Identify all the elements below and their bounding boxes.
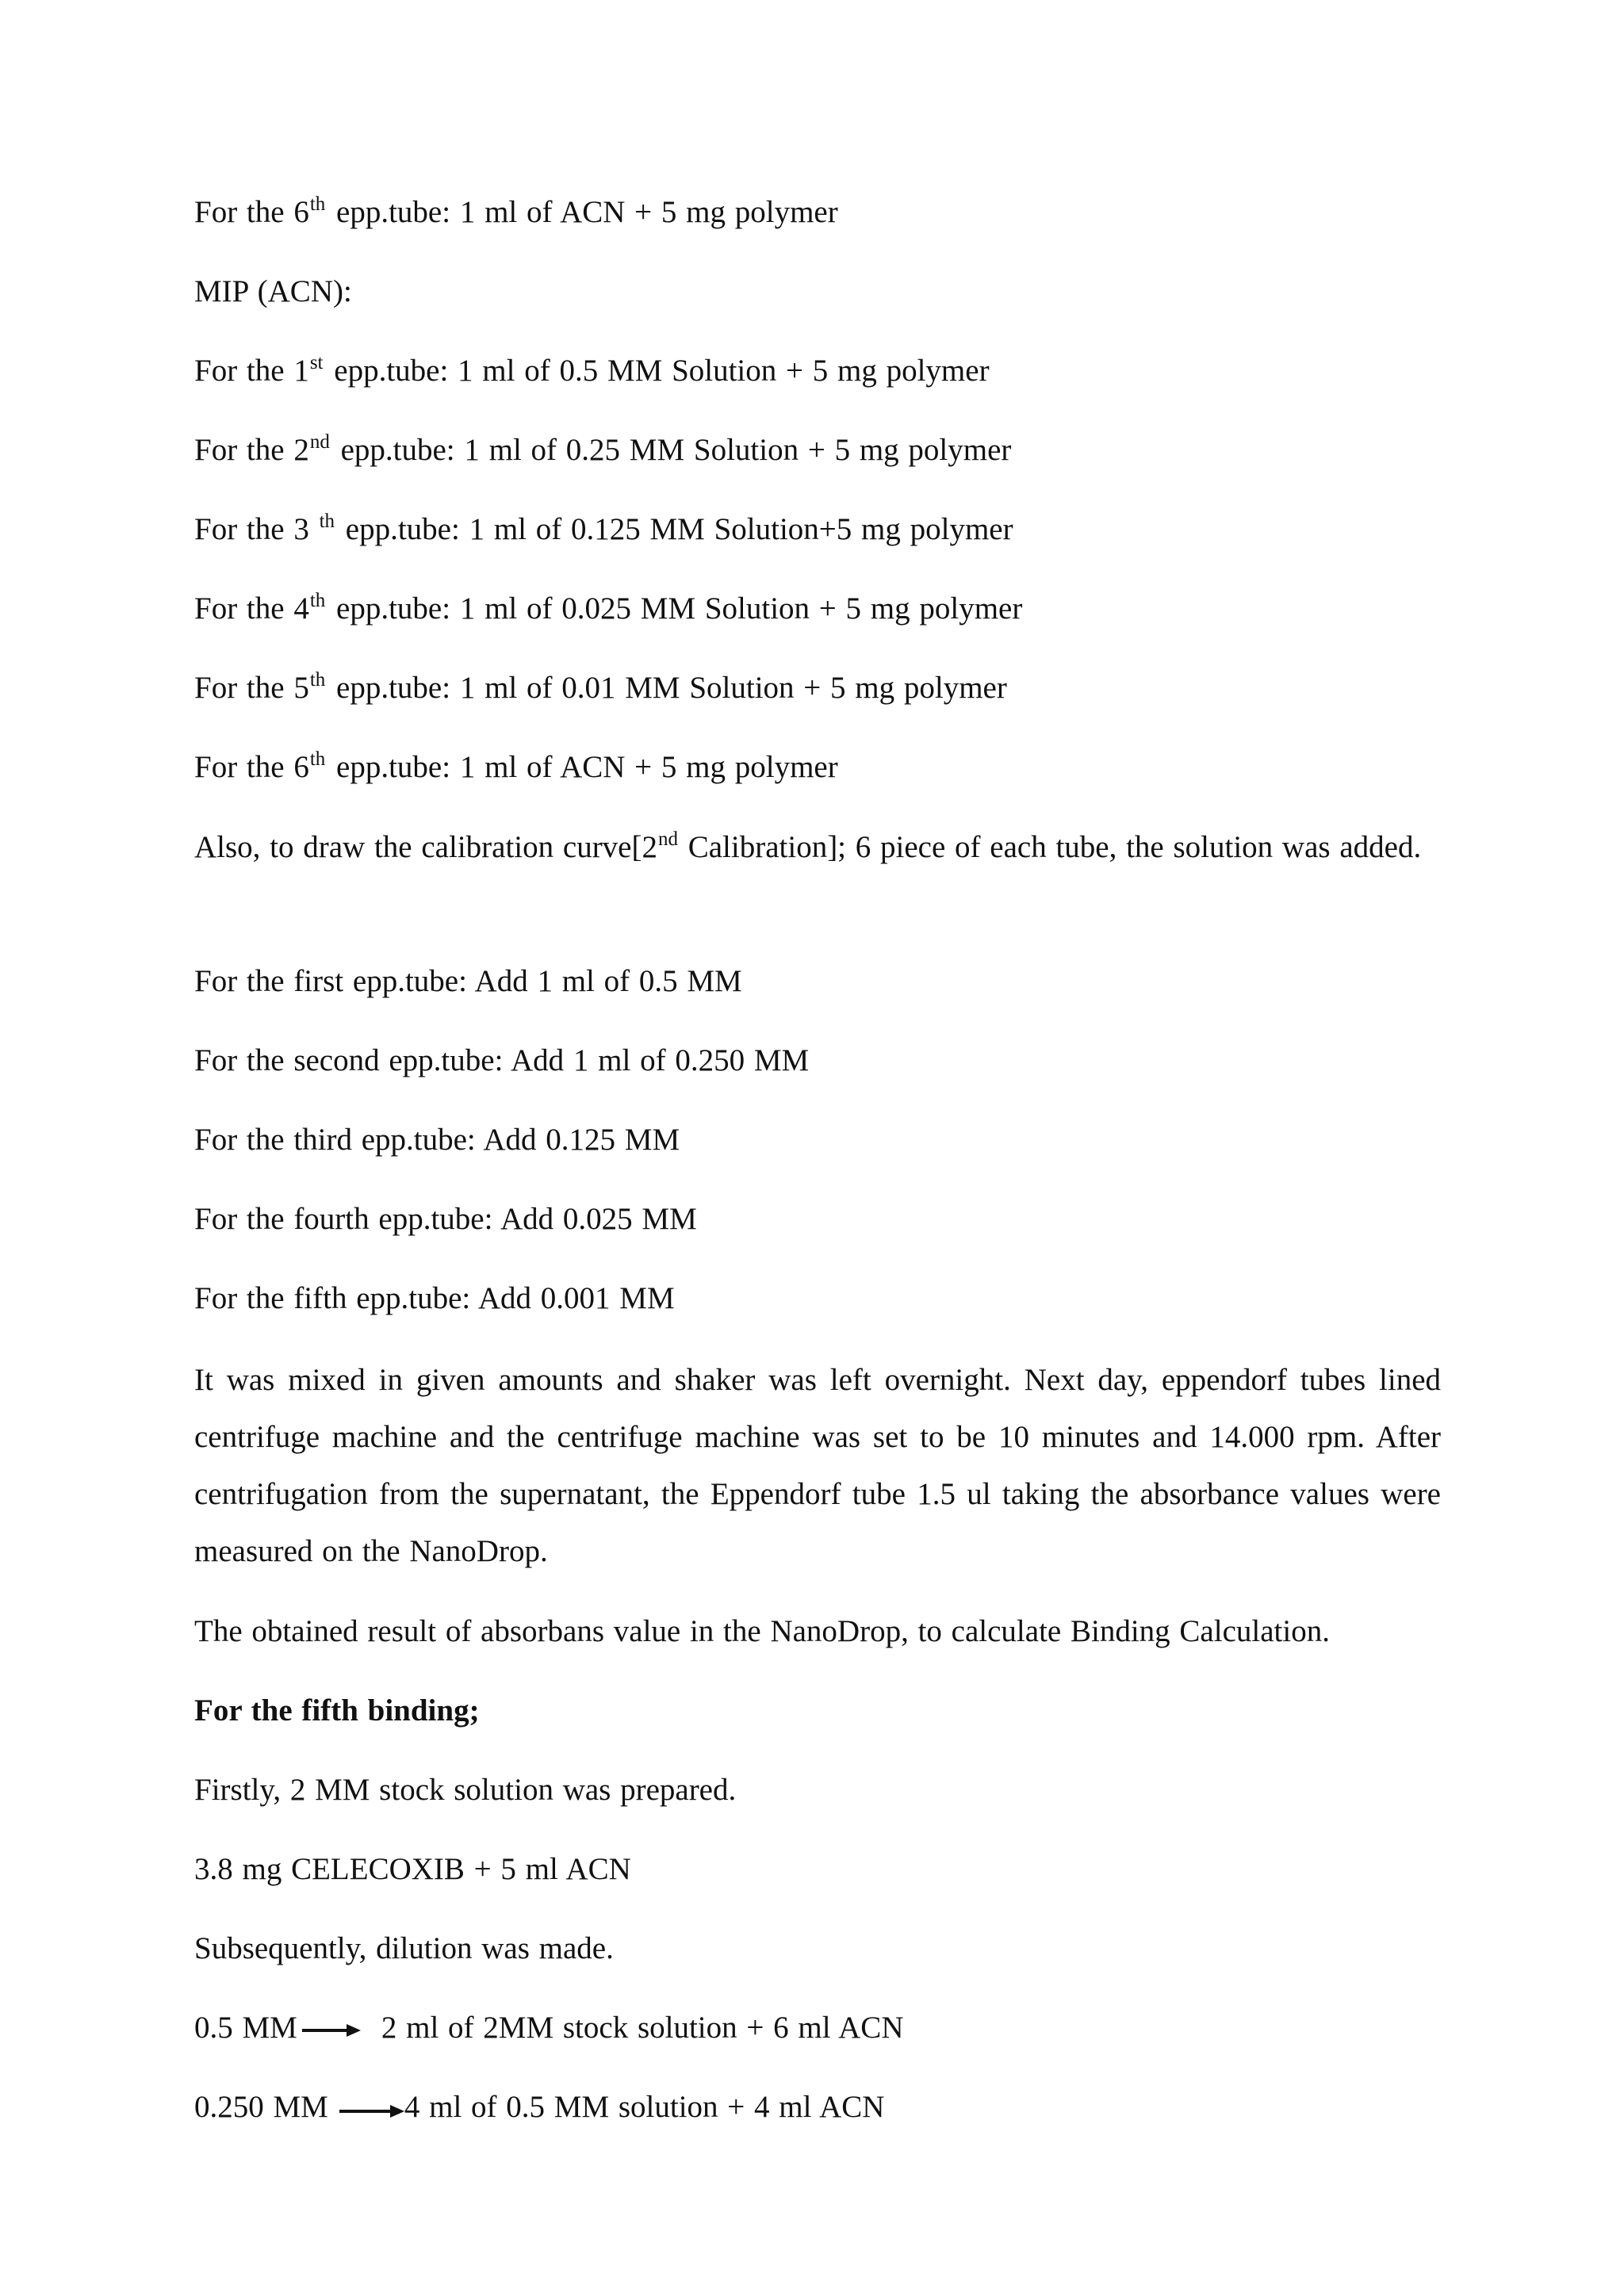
text-segment: The obtained result of absorbans value in the NanoDrop, to calculate Binding Calculation. — [194, 1614, 1330, 1648]
right-arrow-icon — [302, 2022, 361, 2038]
text-segment: It was mixed in given amounts and shaker was left overnight. Next day, eppendorf tubes lined centrifuge machine and the centrifuge machine was set to be 10 minutes and 14.000 rpm. After centrifugation from the supernatant, the Eppendorf tube 1.5 ul taking the absorbance values were measured on the NanoDrop. — [194, 1363, 1441, 1568]
text-segment: For the 4 — [194, 591, 309, 626]
text-line-dilution-0-5 — [194, 2008, 903, 2048]
text-segment: For the 1 — [194, 354, 309, 388]
ordinal-suffix: th — [319, 511, 335, 532]
ordinal-suffix: nd — [657, 828, 678, 850]
text-line-dilution-0-250 — [194, 2087, 884, 2127]
text-segment: 3.8 mg CELECOXIB + 5 ml ACN — [194, 1852, 631, 1886]
text-segment: epp.tube: 1 ml of ACN + 5 mg polymer — [327, 750, 838, 784]
text-segment: epp.tube: 1 ml of 0.5 MM Solution + 5 mg polymer — [324, 354, 990, 388]
ordinal-suffix: th — [309, 669, 326, 691]
text-segment: 2 ml of 2MM stock solution + 6 ml ACN — [381, 2011, 904, 2045]
text-segment: For the second epp.tube: Add 1 ml of 0.250 MM — [194, 1043, 810, 1077]
text-segment: 4 ml of 0.5 MM solution + 4 ml ACN — [404, 2090, 885, 2124]
text-line-celecoxib — [194, 1850, 631, 1889]
text-segment: Subsequently, dilution was made. — [194, 1931, 614, 1965]
paragraph-procedure — [194, 1352, 1441, 1580]
section-heading-fifth-binding — [194, 1691, 480, 1731]
text-segment: For the fifth binding; — [194, 1693, 480, 1728]
text-segment: Firstly, 2 MM stock solution was prepared. — [194, 1773, 737, 1807]
text-line-6th-tube-acn — [194, 193, 838, 236]
text-segment: MIP (ACN): — [194, 274, 352, 308]
text-line-third-tube-add — [194, 1120, 680, 1160]
text-line-3rd-tube — [194, 510, 1013, 553]
text-line-fourth-tube-add — [194, 1200, 697, 1239]
text-segment: For the 5 — [194, 671, 309, 705]
text-segment: For the 2 — [194, 433, 309, 467]
text-segment: 0.250 MM — [194, 2090, 328, 2124]
text-line-absorbance-result — [194, 1612, 1330, 1651]
text-segment: epp.tube: 1 ml of 0.25 MM Solution + 5 mg polymer — [331, 433, 1012, 467]
text-segment: epp.tube: 1 ml of 0.01 MM Solution + 5 mg polymer — [327, 671, 1007, 705]
text-segment: epp.tube: 1 ml of 0.025 MM Solution + 5 mg polymer — [327, 591, 1023, 626]
text-line-5th-tube — [194, 668, 1007, 712]
text-line-4th-tube — [194, 589, 1022, 633]
ordinal-suffix: th — [309, 590, 326, 611]
ordinal-suffix: th — [309, 748, 326, 770]
right-arrow-icon — [339, 2102, 404, 2118]
text-line-1st-tube — [194, 351, 990, 395]
ordinal-suffix: st — [309, 352, 324, 373]
text-line-fifth-tube-add — [194, 1279, 675, 1318]
text-line-2nd-tube — [194, 430, 1011, 474]
text-line-stock-solution — [194, 1770, 736, 1810]
text-line-dilution — [194, 1929, 614, 1969]
text-segment: Calibration]; 6 piece of each tube, the solution was added. — [678, 830, 1422, 864]
text-segment: For the first epp.tube: Add 1 ml of 0.5 MM — [194, 964, 742, 998]
text-segment: epp.tube: 1 ml of ACN + 5 mg polymer — [327, 195, 838, 229]
text-segment: For the third epp.tube: Add 0.125 MM — [194, 1123, 680, 1157]
text-segment: Also, to draw the calibration curve[2 — [194, 830, 657, 864]
text-line-6th-tube — [194, 748, 838, 791]
section-label-mip-acn — [194, 272, 352, 312]
ordinal-suffix: nd — [309, 431, 330, 453]
text-segment: For the 6 — [194, 750, 309, 784]
text-segment: For the fifth epp.tube: Add 0.001 MM — [194, 1281, 675, 1315]
text-segment: For the 3 — [194, 512, 319, 546]
text-segment: epp.tube: 1 ml of 0.125 MM Solution+5 mg polymer — [336, 512, 1013, 546]
paragraph-calibration-curve — [194, 819, 1441, 880]
text-line-first-tube-add — [194, 962, 742, 1001]
text-segment: For the fourth epp.tube: Add 0.025 MM — [194, 1202, 697, 1236]
text-line-second-tube-add — [194, 1041, 809, 1081]
text-segment: For the 6 — [194, 195, 309, 229]
text-segment: 0.5 MM — [194, 2011, 297, 2045]
ordinal-suffix: th — [309, 193, 326, 215]
